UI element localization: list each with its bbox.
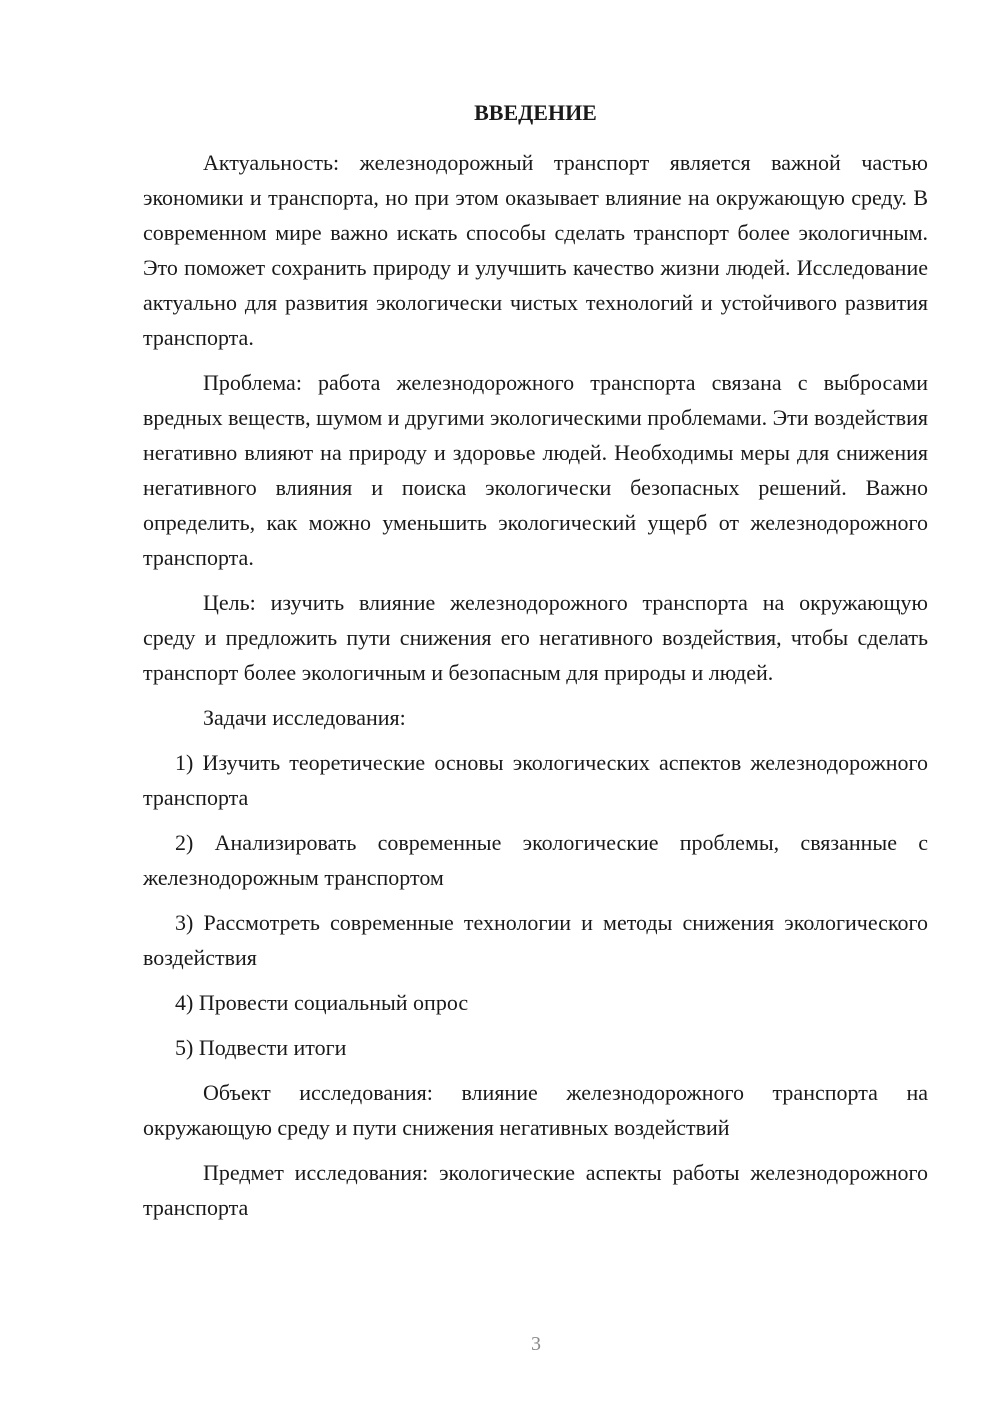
subject-paragraph: Предмет исследования: экологические аспекты работы железнодорожного транспорта	[143, 1160, 928, 1220]
page-number: 3	[531, 1333, 541, 1355]
object-paragraph: Объект исследования: влияние железнодорожного транспорта на окружающую среду и пути снижения негативных воздействий	[143, 1080, 928, 1140]
relevance-paragraph: Актуальность: железнодорожный транспорт является важной частью экономики и транспорта, но при этом оказывает влияние на окружающую среду. В современном мире важно искать способы сделать транспорт более экологичным. Это поможет сохранить природу и улучшить качество жизни людей. Исследование актуально для развития экологически чистых технологий и устойчивого развития транспорта.	[143, 150, 928, 350]
task-item-5: 5) Подвести итоги	[175, 1035, 347, 1060]
problem-paragraph: Проблема: работа железнодорожного транспорта связана с выбросами вредных веществ, шумом и другими экологическими проблемами. Эти воздействия негативно влияют на природу и здоровье людей. Необходимы меры для снижения негативного влияния и поиска экологически безопасных решений. Важно определить, как можно уменьшить экологический ущерб от железнодорожного транспорта.	[143, 370, 928, 570]
task-item-1: 1) Изучить теоретические основы экологических аспектов железнодорожного транспорта	[143, 750, 928, 810]
page-title: ВВЕДЕНИЕ	[474, 100, 597, 125]
task-item-3: 3) Рассмотреть современные технологии и методы снижения экологического воздействия	[143, 910, 928, 970]
tasks-heading: Задачи исследования:	[203, 705, 406, 730]
task-item-2: 2) Анализировать современные экологические проблемы, связанные с железнодорожным транспортом	[143, 830, 928, 890]
task-item-4: 4) Провести социальный опрос	[175, 990, 469, 1015]
goal-paragraph: Цель: изучить влияние железнодорожного транспорта на окружающую среду и предложить пути снижения его негативного воздействия, чтобы сделать транспорт более экологичным и безопасным для природы и людей.	[143, 590, 928, 685]
document-body	[143, 95, 928, 1235]
